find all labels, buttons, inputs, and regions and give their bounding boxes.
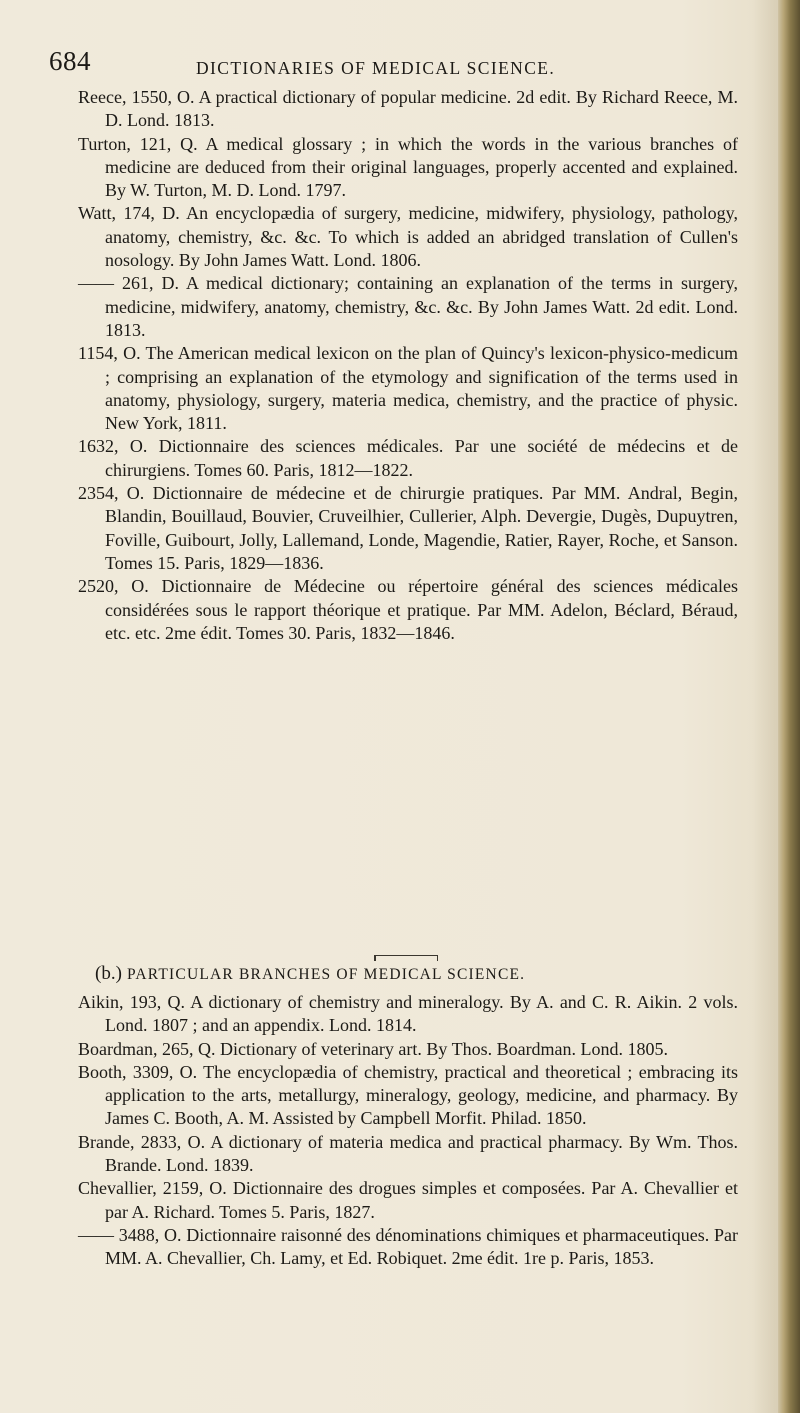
section-title: PARTICULAR BRANCHES OF MEDICAL SCIENCE.: [126, 966, 526, 983]
entry-watt-174: Watt, 174, D. An encyclopædia of surgery, medicine, midwifery, physiology, pathology, anatomy, chemistry, &c. &c. To which is added an abridged translation of Cullen's nosology. By John James Watt. Lond. 1806.: [78, 203, 738, 271]
entry-turton: Turton, 121, Q. A medical glossary ; in which the words in the various branches of medicine are deduced from their original languages, properly accented and explained. By W. Turton, M. D. Lond. 1797.: [78, 133, 738, 201]
entry-brande: Brande, 2833, O. A dictionary of materia medica and practical pharmacy. By Wm. Thos. Brande. Lond. 1839.: [78, 1131, 738, 1176]
entry-list-branches: [78, 991, 738, 1271]
page-number: 684: [49, 46, 91, 76]
entry-1154: 1154, O. The American medical lexicon on the plan of Quincy's lexicon-physico-medicum ; comprising an explanation of the etymology and signification of the terms used in anatomy, physiology, surgery, materia medica, chemistry, and the practice of physic. New York, 1811.: [78, 343, 738, 434]
entry-2354: 2354, O. Dictionnaire de médecine et de chirurgie pratiques. Par MM. Andral, Begin, Blandin, Bouillaud, Bouvier, Cruveilhier, Cullerier, Alph. Devergie, Dugès, Dupuytren, Foville, Guibourt, Jolly, Lallemand, Londe, Magendie, Ratier, Rayer, Roche, et Sanson. Tomes 15. Paris, 1829—1836.: [78, 483, 738, 573]
entry-chevallier-3488: —— 3488, O. Dictionnaire raisonné des dénominations chimiques et pharmaceutiques. Par MM. A. Chevallier, Ch. Lamy, et Ed. Robiquet. 2me édit. 1re p. Paris, 1853.: [78, 1224, 738, 1269]
entry-1632: 1632, O. Dictionnaire des sciences médicales. Par une société de médecins et de chirurgiens. Tomes 60. Paris, 1812—1822.: [78, 436, 738, 480]
running-title: DICTIONARIES OF MEDICAL SCIENCE.: [196, 58, 556, 78]
entry-boardman: Boardman, 265, Q. Dictionary of veterinary art. By Thos. Boardman. Lond. 1805.: [78, 1038, 669, 1059]
section-mark: (b.): [95, 963, 122, 984]
entry-watt-261: —— 261, D. A medical dictionary; containing an explanation of the terms in surgery, medicine, midwifery, anatomy, chemistry, &c. &c. By John James Watt. 2d edit. Lond. 1813.: [78, 273, 738, 340]
entry-chevallier-2159: Chevallier, 2159, O. Dictionnaire des drogues simples et composées. Par A. Chevallier et par A. Richard. Tomes 5. Paris, 1827.: [78, 1178, 738, 1222]
entry-list-general: [78, 86, 738, 645]
section-heading: [95, 963, 525, 985]
entry-2520: 2520, O. Dictionnaire de Médecine ou répertoire général des sciences médicales considérées sous le rapport théorique et pratique. Par MM. Adelon, Béclard, Béraud, etc. etc. 2me édit. Tomes 30. Paris, 1832—1846.: [78, 576, 738, 643]
entry-aikin: Aikin, 193, Q. A dictionary of chemistry and mineralogy. By A. and C. R. Aikin. 2 vols. Lond. 1807 ; and an appendix. Lond. 1814.: [78, 992, 738, 1036]
section-divider-rule: [374, 955, 438, 962]
entry-reece: Reece, 1550, O. A practical dictionary of popular medicine. 2d edit. By Richard Reece, M. D. Lond. 1813.: [78, 87, 738, 131]
book-spine-edge: [778, 0, 800, 1413]
entry-booth: Booth, 3309, O. The encyclopædia of chemistry, practical and theoretical ; embracing its application to the arts, metallurgy, mineralogy, geology, medicine, and pharmacy. By James C. Booth, A. M. Assisted by Campbell Morfit. Philad. 1850.: [78, 1061, 738, 1129]
